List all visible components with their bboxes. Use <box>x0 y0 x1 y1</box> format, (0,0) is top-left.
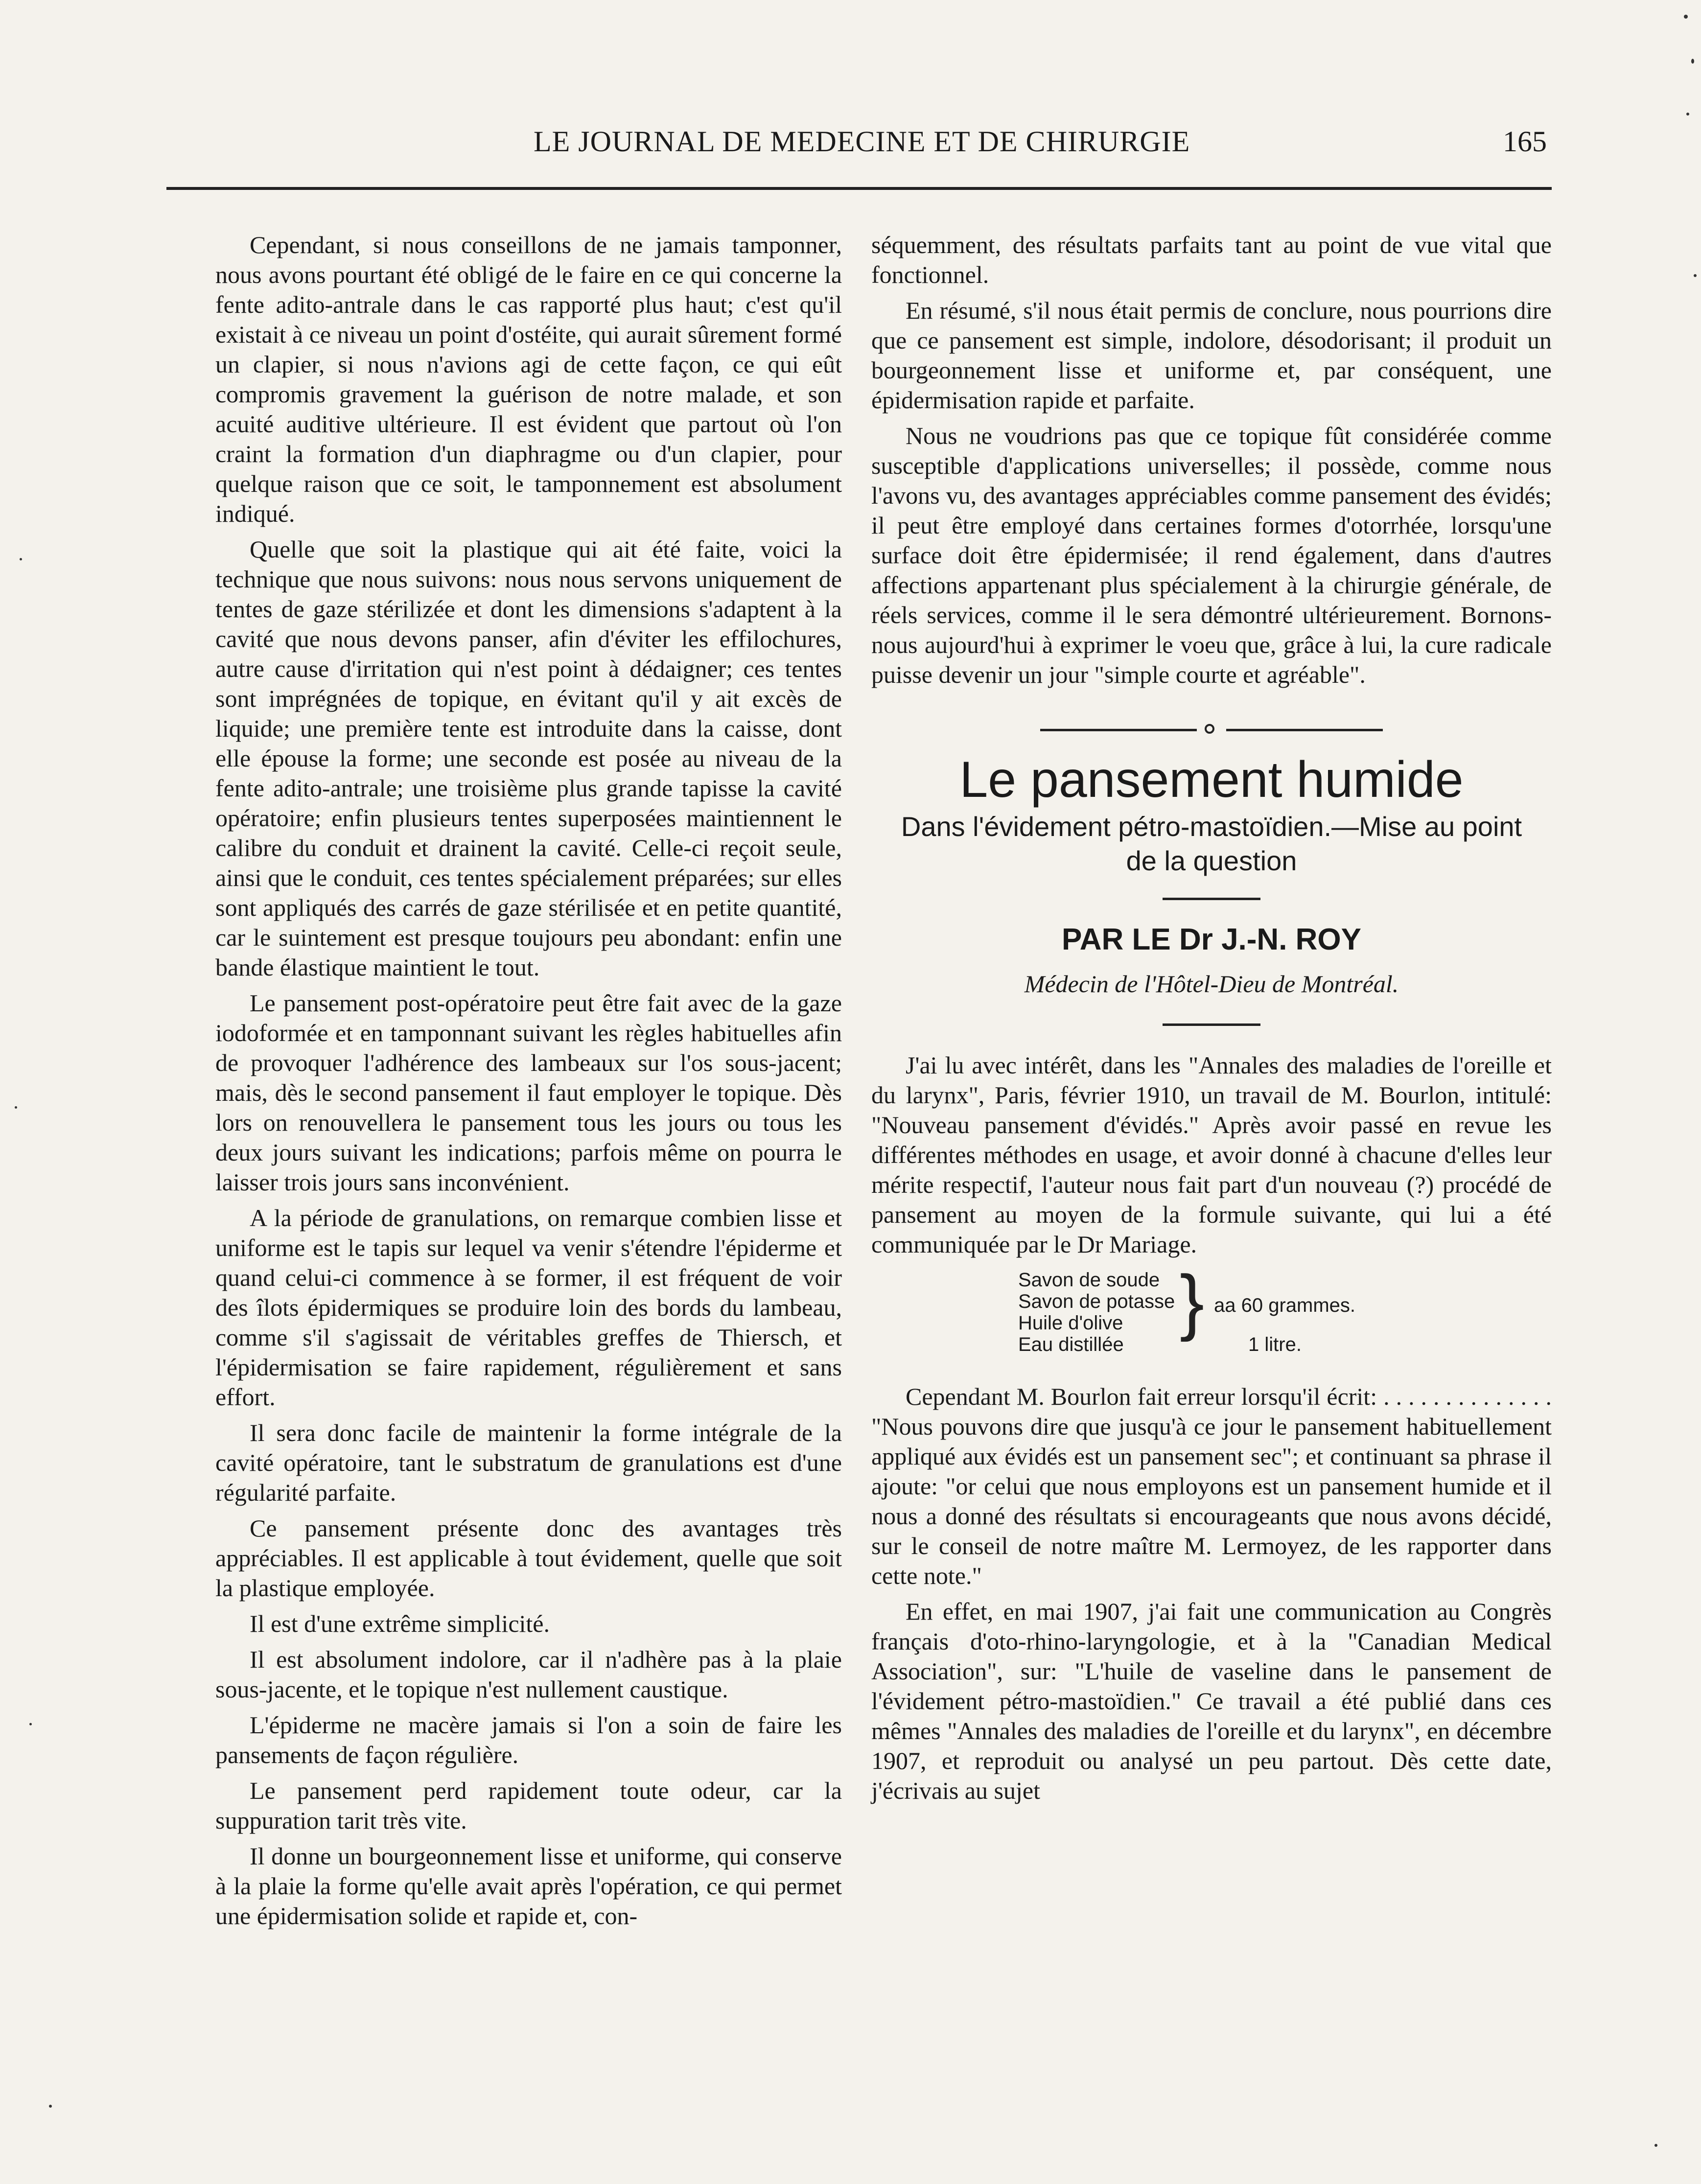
scan-speck <box>1684 15 1688 19</box>
subtitle-line: de la question <box>1126 845 1297 876</box>
conclusion-paragraph: Nous ne voudrions pas que ce topique fût considérée comme susceptible d'applications universelles; il possède, comme nous l'avons vu, des avantages appréciables comme pansement des évidés; il peut être employé dans certaines formes d'otorrhée, lorsqu'une surface doit être épidermisée; il rend également, dans d'autres affections appartenant plus spécialement à la chirurgie générale, de réels services, comme il le sera démontré ultérieurement. Bornons-nous aujourd'hui à exprimer le voeu que, grâce à lui, la cure radicale puisse devenir un jour "simple courte et agréable". <box>871 422 1552 688</box>
running-header <box>162 125 1561 174</box>
left-paragraph: Il sera donc facile de maintenir la forme intégrale de la cavité opératoire, tant le substratum de granulations est d'une régularité parfaite. <box>215 1419 842 1506</box>
scan-speck <box>49 2105 52 2108</box>
left-paragraph: Ce pansement présente donc des avantages très appréciables. Il est applicable à tout évidement, quelle que soit la plastique employée. <box>215 1514 842 1602</box>
left-paragraph: Il est d'une extrême simplicité. <box>250 1610 550 1637</box>
header-rule <box>166 187 1552 190</box>
title-rule <box>1163 898 1260 900</box>
formula-quantity: aa 60 grammes. <box>1214 1295 1356 1316</box>
byline-rule <box>1163 1023 1260 1026</box>
left-paragraph: Il est absolument indolore, car il n'adhère pas à la plaie sous-jacente, et le topique n'est nullement caustique. <box>215 1646 842 1703</box>
right-column <box>871 230 1552 1812</box>
scan-speck <box>15 1106 17 1109</box>
formula-water-quantity: 1 litre. <box>1248 1334 1302 1355</box>
formula-item: Savon de soude <box>1018 1269 1160 1291</box>
left-paragraph: L'épiderme ne macère jamais si l'on a soin de faire les pansements de façon régulière. <box>215 1711 842 1768</box>
subtitle-line: Dans l'évidement pétro-mastoïdien.—Mise au point <box>901 811 1522 842</box>
left-paragraph: Le pansement perd rapidement toute odeur, car la suppuration tarit très vite. <box>215 1777 842 1834</box>
scan-speck <box>20 558 22 560</box>
left-paragraph: Il donne un bourgeonnement lisse et uniforme, qui conserve à la plaie la forme qu'elle avait après l'opération, ce qui permet une épidermisation solide et rapide et, con- <box>215 1842 842 1929</box>
scan-speck <box>1694 274 1697 277</box>
formula-ingredients <box>1018 1269 1175 1355</box>
article-author: PAR LE Dr J.-N. ROY <box>1061 923 1362 956</box>
scan-speck <box>1691 59 1694 64</box>
journal-title: LE JOURNAL DE MEDECINE ET DE CHIRURGIE <box>534 125 1190 158</box>
left-paragraph: A la période de granulations, on remarque combien lisse et uniforme est le tapis sur lequel va venir s'étendre l'épiderme et quand celui-ci commence à se former, il est fréquent de voir des îlots épidermiques se produire loin des bords du lambeau, comme s'il s'agissait de véritables greffes de Thiersch, et l'épidermisation se faire rapidement, régulièrement et sans effort. <box>215 1204 842 1411</box>
formula-item: Eau distillée <box>1018 1334 1124 1355</box>
scan-speck <box>1654 2144 1657 2147</box>
scan-speck <box>1686 113 1689 116</box>
scan-speck <box>29 1723 32 1725</box>
formula-block <box>1018 1260 1552 1362</box>
left-column <box>215 230 842 1937</box>
intro-paragraph: J'ai lu avec intérêt, dans les "Annales des maladies de l'oreille et du larynx", Paris, février 1910, un travail de M. Bourlon, intitulé: "Nouveau pansement d'évidés." Après avoir passé en revue les différentes méthodes en usage, et avoir donné à chacune d'elles leur mérite respectif, l'auteur nous fait part d'un nouveau (?) procédé de pansement au moyen de la formule suivante, qui lui a été communiquée par le Dr Mariage. <box>871 1051 1552 1258</box>
formula-item: Savon de potasse <box>1018 1291 1175 1312</box>
continuation-text: séquemment, des résultats parfaits tant au point de vue vital que fonctionnel. <box>871 231 1552 288</box>
formula-item: Huile d'olive <box>1018 1312 1123 1334</box>
conclusion-paragraph: En résumé, s'il nous était permis de conclure, nous pourrions dire que ce pansement est simple, indolore, désodorisant; il produit un bourgeonnement lisse et uniforme et, par conséquent, une épidermisation rapide et parfaite. <box>871 297 1552 414</box>
body-paragraph: En effet, en mai 1907, j'ai fait une communication au Congrès français d'oto-rhino-laryngologie, et à la "Canadian Medical Association", sur: "L'huile de vaseline dans le pansement de l'évidement pétro-mastoïdien." Ce travail a été publié dans ces mêmes "Annales des maladies de l'oreille et du larynx", en décembre 1907, et reproduit ou analysé un peu partout. Dès cette date, j'écrivais au sujet <box>871 1598 1552 1804</box>
left-paragraph: Cependant, si nous conseillons de ne jamais tamponner, nous avons pourtant été obligé de le faire en ce qui concerne la fente adito-antrale dans le cas rapporté plus haut; c'est qu'il existait à ce niveau un point d'ostéite, qui aurait sûrement formé un clapier, si nous n'avions agi de cette façon, ce qui eût compromis gravement la guérison de notre malade, et son acuité auditive ultérieure. Il est évident que partout où l'on craint la formation d'un diaphragme ou d'un clapier, pour quelque raison que ce soit, le tamponnement est absolument indiqué. <box>215 231 842 527</box>
formula-brace: } <box>1180 1260 1205 1342</box>
body-paragraph: Cependant M. Bourlon fait erreur lorsqu'il écrit: . . . . . . . . . . . . . . "Nous pouvons dire que jusqu'à ce jour le pansement habituellement appliqué aux évidés est un pansement sec"; et continuant sa phrase il ajoute: "or celui que nous employons est un pansement humide et il nous a donné des résultats si encourageants que nous avons décidé, sur le conseil de notre maître M. Lermoyez, de les rapporter dans cette note." <box>871 1383 1552 1589</box>
left-paragraph: Le pansement post-opératoire peut être fait avec de la gaze iodoformée et en tamponnant suivant les règles habituelles afin de provoquer l'adhérence des lambeaux sur l'os sous-jacent; mais, dès le second pansement il faut employer le topique. Dès lors on renouvellera le pansement tous les jours ou tous les deux jours suivant les indications; parfois même on pourra le laisser trois jours sans inconvénient. <box>215 989 842 1196</box>
author-affiliation: Médecin de l'Hôtel-Dieu de Montréal. <box>1024 970 1399 998</box>
article-subtitle <box>871 810 1552 878</box>
page-number: 165 <box>1503 125 1547 158</box>
left-paragraph: Quelle que soit la plastique qui ait été faite, voici la technique que nous suivons: nous nous servons uniquement de tentes de gaze stérilizée et dont les dimensions s'adaptent à la cavité que nous devons panser, afin d'éviter les effilochures, autre cause d'irritation qui n'est point à dédaigner; ces tentes sont imprégnées de topique, en évitant qu'il y ait excès de liquide; une première tente est introduite dans la caisse, dont elle épouse la forme; une seconde est posée au niveau de la fente adito-antrale; une troisième plus grande tapisse la cavité opératoire; enfin plusieurs tentes superposées maintiennent le calibre du conduit et drainent la cavité. Celle-ci reçoit seule, ainsi que le conduit, ces tentes spécialement préparées; sur elles sont appliqués des carrés de gaze stérilisée et en petite quantité, car le suintement est presque toujours peu abondant: enfin une bande élastique maintient le tout. <box>215 535 842 981</box>
article-title: Le pansement humide <box>959 751 1464 808</box>
section-ornament <box>1040 724 1383 736</box>
